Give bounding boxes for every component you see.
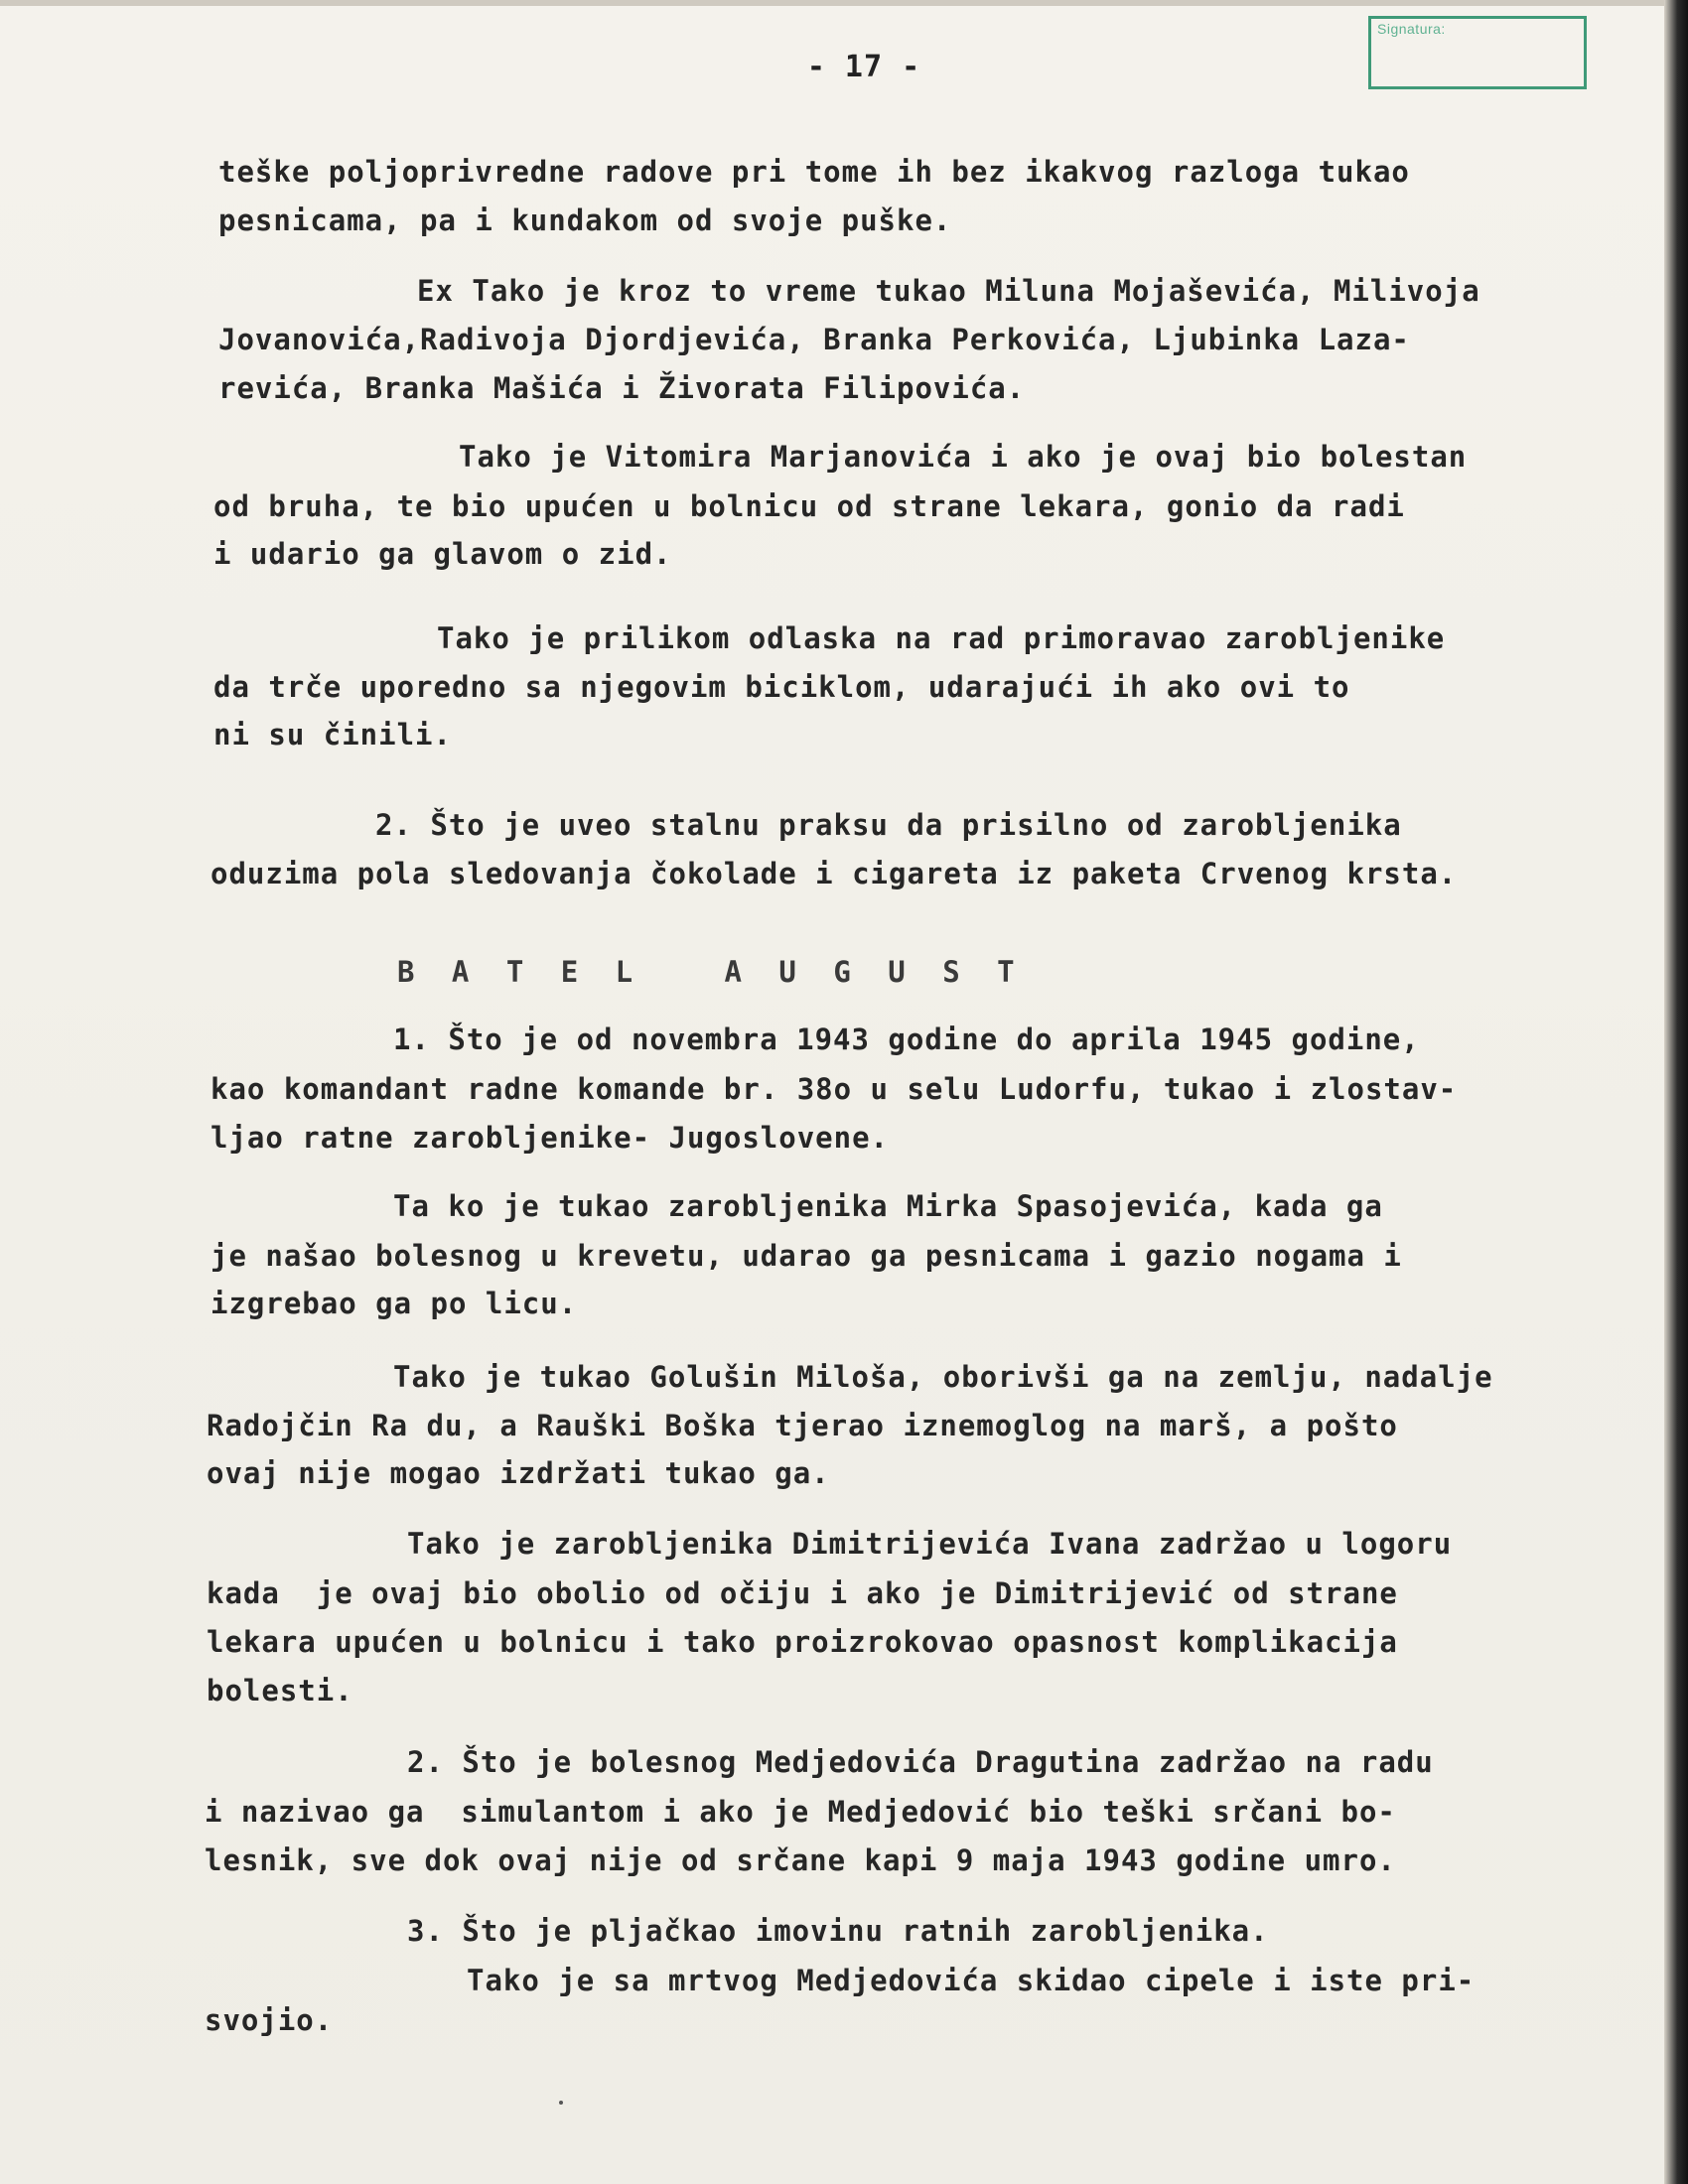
text-line: ovaj nije mogao izdržati tukao ga. — [207, 1456, 830, 1490]
text-line: Ta ko je tukao zarobljenika Mirka Spasojevića, kada ga — [393, 1189, 1383, 1223]
text-line: revića, Branka Mašića i Živorata Filipovića. — [218, 371, 1026, 405]
text-line: oduzima pola sledovanja čokolade i cigareta iz paketa Crvenog krsta. — [211, 857, 1458, 890]
text-line: lekara upućen u bolnicu i tako proizrokovao opasnost komplikacija — [207, 1625, 1398, 1659]
text-line: pesnicama, pa i kundakom od svoje puške. — [218, 204, 952, 237]
text-line: 2. Što je uveo stalnu praksu da prisilno od zarobljenika — [375, 808, 1402, 842]
text-line: ljao ratne zarobljenike- Jugoslovene. — [211, 1121, 890, 1155]
text-line: je našao bolesnog u krevetu, udarao ga pesnicama i gazio nogama i — [211, 1239, 1402, 1273]
text-line: kao komandant radne komande br. 38o u selu Ludorfu, tukao i zlostav- — [211, 1072, 1458, 1106]
page-top-edge — [0, 0, 1664, 6]
signatura-stamp — [1368, 16, 1587, 89]
text-line: teške poljoprivredne radove pri tome ih bez ikakvog razloga tukao — [218, 155, 1410, 189]
text-line: Tako je Vitomira Marjanovića i ako je ovaj bio bolestan — [459, 440, 1468, 474]
stamp-label: Signatura: — [1377, 21, 1446, 37]
text-line: da trče uporedno sa njegovim biciklom, udarajući ih ako ovi to — [213, 670, 1350, 704]
text-line: 2. Što je bolesnog Medjedovića Dragutina zadržao na radu — [407, 1745, 1434, 1779]
text-line: bolesti. — [207, 1674, 353, 1707]
text-line: Tako je prilikom odlaska na rad primoravao zarobljenike — [437, 621, 1446, 655]
text-line: izgrebao ga po licu. — [211, 1287, 578, 1320]
text-line: Tako je zarobljenika Dimitrijevića Ivana zadržao u logoru — [407, 1527, 1453, 1561]
text-line: ni su činili. — [213, 718, 452, 751]
scan-right-edge — [1664, 0, 1688, 2184]
text-line: 1. Što je od novembra 1943 godine do aprila 1945 godine, — [393, 1023, 1420, 1056]
text-line: i nazivao ga simulantom i ako je Medjedović bio teški srčani bo- — [205, 1795, 1396, 1829]
text-line: svojio. — [205, 2003, 334, 2037]
text-line: od bruha, te bio upućen u bolnicu od strane lekara, gonio da radi — [213, 489, 1405, 523]
section-heading: B A T E L A U G U S T — [397, 955, 1025, 989]
text-line: Radojčin Ra du, a Rauški Boška tjerao iznemoglog na marš, a pošto — [207, 1409, 1398, 1442]
text-line: 3. Što je pljačkao imovinu ratnih zarobljenika. — [407, 1914, 1269, 1948]
page-number: - 17 - — [806, 50, 921, 84]
text-line: Ex Tako je kroz to vreme tukao Miluna Mojaševića, Milivoja — [417, 274, 1480, 308]
text-line: kada je ovaj bio obolio od očiju i ako je Dimitrijević od strane — [207, 1576, 1398, 1610]
paper-speck — [559, 2101, 563, 2105]
text-line: Tako je sa mrtvog Medjedovića skidao cipele i iste pri- — [467, 1964, 1476, 1997]
text-line: Jovanovića,Radivoja Djordjevića, Branka Perkovića, Ljubinka Laza- — [218, 323, 1410, 356]
text-line: Tako je tukao Golušin Miloša, oborivši ga na zemlju, nadalje — [393, 1360, 1493, 1394]
text-line: lesnik, sve dok ovaj nije od srčane kapi 9 maja 1943 godine umro. — [205, 1843, 1396, 1877]
text-line: i udario ga glavom o zid. — [213, 537, 672, 571]
